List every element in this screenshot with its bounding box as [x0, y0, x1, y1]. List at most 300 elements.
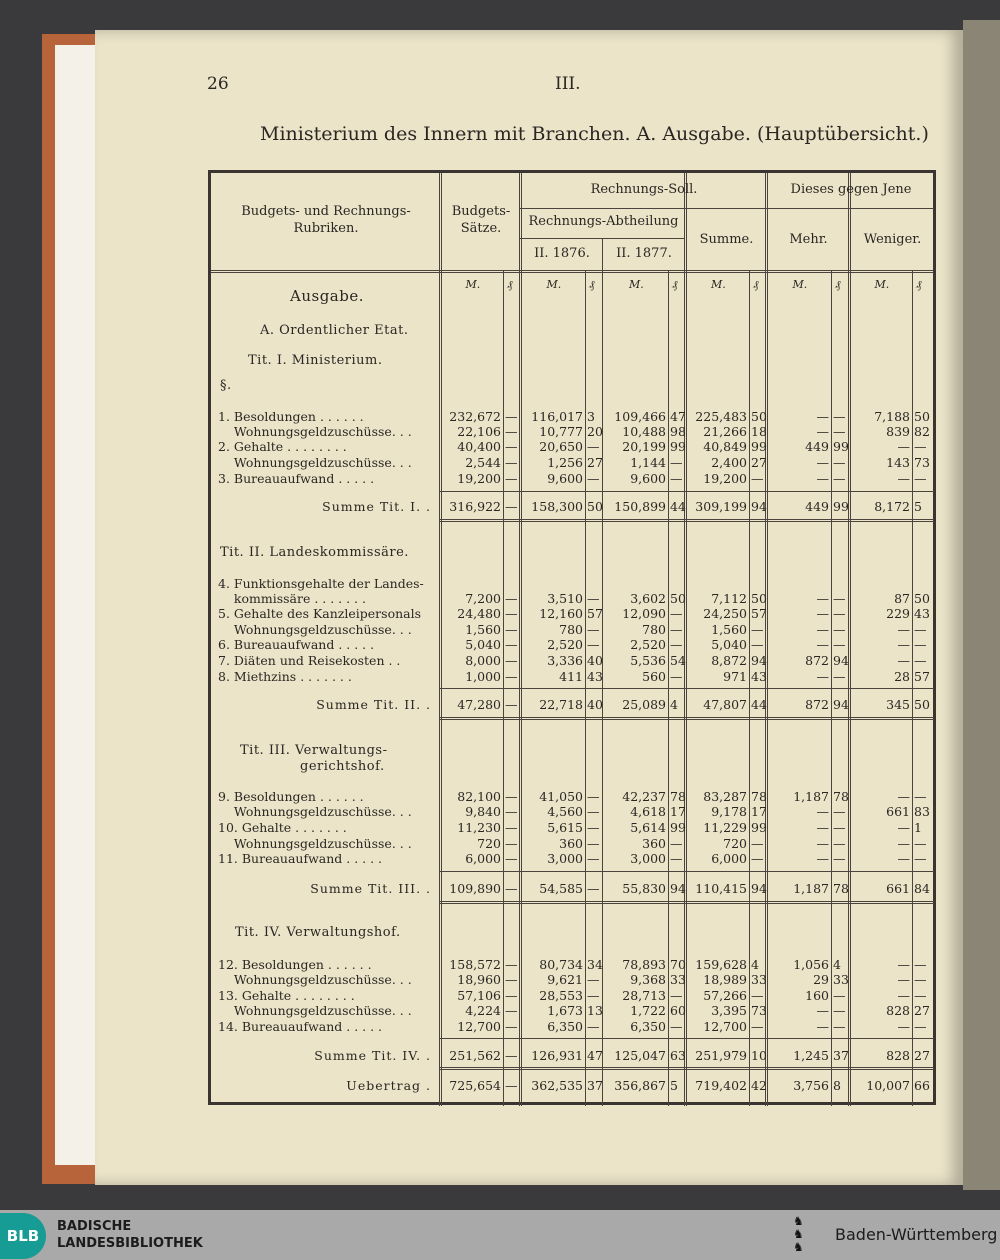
amount-mark: 116,017	[531, 409, 583, 424]
amount-mark: 3,000	[630, 851, 666, 866]
amount-mark: 19,200	[457, 471, 501, 486]
amount-mark: —	[897, 471, 910, 486]
amount-pf: —	[670, 851, 683, 866]
amount-mark: 2,520	[630, 637, 666, 652]
row-label: Wohnungsgeldzuschüsse. . .	[218, 836, 412, 851]
row-label: Wohnungsgeldzuschüsse. . .	[218, 804, 412, 819]
mark-unit-label: M.	[629, 278, 644, 291]
amount-pf: —	[833, 471, 846, 486]
row-label: 4. Funktionsgehalte der Landes-	[218, 576, 424, 591]
amount-pf: —	[833, 804, 846, 819]
amount-pf: —	[670, 836, 683, 851]
amount-pf: —	[914, 789, 927, 804]
amount-pf: —	[670, 988, 683, 1003]
amount-pf: —	[587, 881, 600, 896]
amount-mark: 360	[642, 836, 666, 851]
amount-mark: 362,535	[531, 1078, 583, 1093]
amount-pf: 4	[670, 697, 678, 712]
amount-mark: 345	[886, 697, 910, 712]
amount-mark: 7,112	[711, 591, 747, 606]
amount-pf: 60	[670, 1003, 686, 1018]
amount-mark: 5,536	[630, 653, 666, 668]
amount-pf: 37	[587, 1078, 603, 1093]
row-label: 11. Bureauaufwand . . . . .	[218, 851, 383, 866]
amount-pf: —	[670, 455, 683, 470]
amount-pf: 33	[751, 972, 767, 987]
amount-mark: 82,100	[457, 789, 501, 804]
row-label: kommissäre . . . . . . .	[218, 591, 366, 606]
amount-pf: —	[505, 789, 518, 804]
section-heading-etat: A. Ordentlicher Etat.	[260, 323, 409, 338]
amount-pf: —	[587, 972, 600, 987]
amount-mark: 40,400	[457, 439, 501, 454]
amount-mark: 54,585	[539, 881, 583, 896]
amount-pf: 99	[833, 499, 849, 514]
amount-pf: 40	[587, 653, 603, 668]
amount-pf: —	[587, 622, 600, 637]
amount-mark: —	[816, 591, 829, 606]
amount-mark: 80,734	[539, 957, 583, 972]
amount-pf: —	[505, 836, 518, 851]
amount-mark: 9,621	[547, 972, 583, 987]
amount-pf: —	[751, 851, 764, 866]
amount-pf: 17	[670, 804, 686, 819]
row-label: 5. Gehalte des Kanzleipersonals	[218, 606, 422, 621]
amount-pf: —	[505, 637, 518, 652]
amount-mark: 126,931	[531, 1048, 583, 1063]
amount-pf: 66	[914, 1078, 930, 1093]
amount-pf: 27	[751, 455, 767, 470]
row-label: Wohnungsgeldzuschüsse. . .	[218, 622, 412, 637]
amount-pf: 94	[751, 499, 767, 514]
amount-mark: 83,287	[703, 789, 747, 804]
amount-mark: 2,400	[711, 455, 747, 470]
amount-pf: —	[914, 851, 927, 866]
amount-mark: 9,368	[630, 972, 666, 987]
page-number: 26	[207, 74, 229, 94]
amount-mark: 5,040	[465, 637, 501, 652]
pfennig-unit-label: ₰	[589, 278, 595, 291]
sum-double-line	[440, 519, 934, 522]
amount-pf: —	[751, 1019, 764, 1034]
amount-mark: 57,266	[703, 988, 747, 1003]
header-1876: II. 1876.	[534, 246, 590, 261]
amount-mark: —	[897, 851, 910, 866]
amount-pf: —	[505, 820, 518, 835]
page-edges	[55, 45, 100, 1165]
header-rechnungs-soll: Rechnungs-Soll.	[590, 182, 698, 197]
amount-mark: 41,050	[539, 789, 583, 804]
amount-mark: 5,040	[711, 637, 747, 652]
library-name-line2: LANDESBIBLIOTHEK	[57, 1236, 203, 1251]
amount-pf: 50	[751, 409, 767, 424]
amount-pf: —	[751, 836, 764, 851]
amount-pf: —	[833, 820, 846, 835]
amount-mark: 1,144	[630, 455, 666, 470]
amount-mark: —	[816, 637, 829, 652]
amount-mark: 725,654	[449, 1078, 501, 1093]
amount-mark: 109,466	[614, 409, 666, 424]
amount-pf: —	[914, 439, 927, 454]
amount-mark: 661	[886, 881, 910, 896]
mark-unit-label: M.	[874, 278, 890, 291]
library-name[interactable]	[57, 1218, 203, 1252]
amount-mark: 719,402	[695, 1078, 747, 1093]
amount-pf: 84	[914, 881, 930, 896]
pfennig-unit-label: ₰	[507, 278, 513, 291]
amount-mark: 360	[559, 836, 583, 851]
amount-mark: 7,188	[874, 409, 910, 424]
section-heading-para: §.	[220, 378, 232, 393]
amount-pf: —	[587, 851, 600, 866]
amount-pf: —	[505, 653, 518, 668]
amount-pf: —	[505, 606, 518, 621]
amount-mark: 25,089	[622, 697, 666, 712]
amount-pf: —	[505, 957, 518, 972]
amount-pf: —	[833, 455, 846, 470]
amount-mark: 78,893	[622, 957, 666, 972]
amount-mark: —	[897, 622, 910, 637]
amount-mark: 5,615	[547, 820, 583, 835]
amount-pf: —	[505, 455, 518, 470]
row-label: Wohnungsgeldzuschüsse. . .	[218, 1003, 412, 1018]
amount-pf: —	[833, 1003, 846, 1018]
amount-mark: —	[816, 1003, 829, 1018]
sum-separator	[440, 688, 934, 689]
amount-mark: 560	[642, 669, 666, 684]
amount-pf: 42	[751, 1078, 767, 1093]
amount-mark: —	[897, 439, 910, 454]
amount-mark: 21,266	[703, 424, 747, 439]
amount-pf: —	[587, 820, 600, 835]
amount-mark: 12,700	[703, 1019, 747, 1034]
header-dieses-gegen-jene: Dieses gegen Jene	[790, 182, 912, 197]
amount-mark: 143	[886, 455, 910, 470]
amount-mark: —	[816, 669, 829, 684]
amount-pf: —	[587, 591, 600, 606]
amount-pf: —	[505, 591, 518, 606]
amount-mark: 8,172	[874, 499, 910, 514]
amount-pf: 37	[833, 1048, 849, 1063]
amount-mark: 22,106	[457, 424, 501, 439]
amount-pf: 50	[914, 697, 930, 712]
amount-mark: 87	[894, 591, 910, 606]
amount-pf: —	[505, 851, 518, 866]
amount-pf: 5	[670, 1078, 678, 1093]
row-label: Wohnungsgeldzuschüsse. . .	[218, 424, 412, 439]
amount-mark: 11,230	[457, 820, 501, 835]
amount-pf: 5	[914, 499, 922, 514]
header-line	[520, 238, 685, 239]
amount-mark: 839	[886, 424, 910, 439]
amount-pf: —	[833, 851, 846, 866]
amount-mark: 2,544	[465, 455, 501, 470]
amount-mark: 661	[886, 804, 910, 819]
mark-unit-label: M.	[711, 278, 726, 291]
sum-row-label: Summe Tit. II. .	[316, 697, 431, 712]
amount-pf: 94	[833, 653, 849, 668]
amount-pf: —	[670, 471, 683, 486]
amount-pf: 99	[833, 439, 849, 454]
amount-mark: —	[816, 606, 829, 621]
amount-mark: 6,000	[711, 851, 747, 866]
amount-mark: 8,872	[711, 653, 747, 668]
amount-pf: —	[505, 697, 518, 712]
sum-row-label: Uebertrag .	[346, 1078, 431, 1093]
amount-pf: —	[505, 409, 518, 424]
amount-mark: 1,560	[711, 622, 747, 637]
section-heading-ausgabe: Ausgabe.	[290, 287, 364, 305]
amount-mark: 28	[894, 669, 910, 684]
amount-mark: 449	[805, 439, 829, 454]
amount-mark: 9,600	[547, 471, 583, 486]
sum-separator	[440, 491, 934, 492]
row-label: 12. Besoldungen . . . . . .	[218, 957, 372, 972]
amount-pf: —	[833, 836, 846, 851]
amount-mark: 1,722	[630, 1003, 666, 1018]
amount-mark: 828	[886, 1003, 910, 1018]
amount-mark: —	[897, 637, 910, 652]
amount-mark: 4,618	[630, 804, 666, 819]
amount-pf: 98	[670, 424, 686, 439]
amount-pf: 27	[587, 455, 603, 470]
amount-mark: 780	[559, 622, 583, 637]
amount-mark: 1,245	[793, 1048, 829, 1063]
pfennig-unit-label: ₰	[916, 278, 922, 291]
amount-mark: —	[897, 789, 910, 804]
footer-bar	[0, 1210, 1000, 1260]
amount-pf: —	[751, 988, 764, 1003]
amount-mark: 229	[886, 606, 910, 621]
amount-mark: 3,336	[547, 653, 583, 668]
amount-mark: —	[816, 851, 829, 866]
amount-pf: —	[751, 622, 764, 637]
amount-pf: 82	[914, 424, 930, 439]
amount-pf: 43	[587, 669, 603, 684]
amount-pf: 50	[670, 591, 686, 606]
amount-pf: 4	[751, 957, 759, 972]
library-name-line1: BADISCHE	[57, 1219, 132, 1234]
amount-pf: 43	[751, 669, 767, 684]
amount-mark: 971	[723, 669, 747, 684]
amount-pf: —	[670, 669, 683, 684]
amount-pf: —	[670, 1019, 683, 1034]
amount-mark: 3,510	[547, 591, 583, 606]
amount-pf: —	[833, 1019, 846, 1034]
amount-pf: —	[833, 424, 846, 439]
amount-pf: 44	[751, 697, 767, 712]
amount-mark: —	[816, 424, 829, 439]
amount-mark: 109,890	[449, 881, 501, 896]
amount-pf: 4	[833, 957, 841, 972]
pfennig-unit-label: ₰	[753, 278, 759, 291]
amount-mark: 411	[559, 669, 583, 684]
amount-pf: —	[587, 1019, 600, 1034]
amount-mark: —	[816, 804, 829, 819]
amount-pf: 50	[587, 499, 603, 514]
amount-pf: 94	[833, 697, 849, 712]
amount-pf: —	[914, 836, 927, 851]
amount-mark: 2,520	[547, 637, 583, 652]
amount-pf: —	[505, 988, 518, 1003]
amount-mark: —	[816, 471, 829, 486]
amount-mark: 251,562	[449, 1048, 501, 1063]
row-label: 14. Bureauaufwand . . . . .	[218, 1019, 383, 1034]
row-label: Wohnungsgeldzuschüsse. . .	[218, 972, 412, 987]
amount-pf: —	[914, 972, 927, 987]
amount-mark: 872	[805, 697, 829, 712]
amount-mark: —	[816, 836, 829, 851]
amount-pf: 13	[587, 1003, 603, 1018]
amount-mark: 1,187	[793, 881, 829, 896]
amount-pf: 1	[914, 820, 922, 835]
amount-pf: —	[587, 637, 600, 652]
amount-pf: —	[505, 669, 518, 684]
amount-pf: —	[914, 471, 927, 486]
amount-pf: —	[833, 622, 846, 637]
amount-pf: 27	[914, 1003, 930, 1018]
row-label: 2. Gehalte . . . . . . . .	[218, 439, 347, 454]
amount-mark: 9,600	[630, 471, 666, 486]
amount-mark: 720	[723, 836, 747, 851]
mark-unit-label: M.	[792, 278, 808, 291]
header-mehr: Mehr.	[789, 232, 828, 247]
amount-mark: 20,650	[539, 439, 583, 454]
amount-mark: —	[816, 455, 829, 470]
pfennig-unit-label: ₰	[835, 278, 841, 291]
amount-pf: 18	[751, 424, 767, 439]
amount-mark: 3,000	[547, 851, 583, 866]
amount-mark: 232,672	[449, 409, 501, 424]
sum-double-line	[440, 901, 934, 904]
amount-pf: 83	[914, 804, 930, 819]
amount-pf: —	[670, 622, 683, 637]
amount-mark: 150,899	[614, 499, 666, 514]
budget-table	[208, 170, 936, 1105]
amount-mark: 29	[813, 972, 829, 987]
amount-mark: —	[897, 820, 910, 835]
amount-pf: 94	[751, 881, 767, 896]
page-title: Ministerium des Innern mit Branchen. A. Ausgabe. (Hauptübersicht.)	[260, 123, 929, 145]
amount-pf: 78	[751, 789, 767, 804]
mark-unit-label: M.	[546, 278, 562, 291]
amount-mark: 11,229	[703, 820, 747, 835]
amount-pf: 78	[833, 881, 849, 896]
amount-mark: 158,572	[449, 957, 501, 972]
amount-mark: —	[897, 988, 910, 1003]
amount-pf: —	[587, 804, 600, 819]
amount-mark: 40,849	[703, 439, 747, 454]
amount-pf: 47	[670, 409, 686, 424]
amount-mark: 159,628	[695, 957, 747, 972]
amount-pf: 47	[587, 1048, 603, 1063]
amount-pf: 57	[751, 606, 767, 621]
amount-mark: 1,187	[793, 789, 829, 804]
amount-pf: —	[914, 1019, 927, 1034]
amount-mark: 28,713	[622, 988, 666, 1003]
row-label: 3. Bureauaufwand . . . . .	[218, 471, 375, 486]
row-label: 1. Besoldungen . . . . . .	[218, 409, 364, 424]
amount-mark: 7,200	[465, 591, 501, 606]
blb-logo[interactable]: BLB	[0, 1213, 46, 1259]
amount-mark: 356,867	[614, 1078, 666, 1093]
header-abtheilung: Rechnungs-Abtheilung	[528, 214, 679, 229]
amount-mark: 12,700	[457, 1019, 501, 1034]
amount-mark: —	[816, 820, 829, 835]
amount-pf: 50	[751, 591, 767, 606]
amount-pf: 40	[587, 697, 603, 712]
pfennig-unit-label: ₰	[672, 278, 678, 291]
amount-pf: 63	[670, 1048, 686, 1063]
amount-mark: 24,480	[457, 606, 501, 621]
section-number: III.	[555, 74, 581, 94]
amount-pf: —	[587, 471, 600, 486]
amount-mark: —	[816, 622, 829, 637]
header-summe: Summe.	[699, 232, 754, 247]
amount-mark: 9,178	[711, 804, 747, 819]
amount-mark: 19,200	[703, 471, 747, 486]
sum-double-line	[440, 717, 934, 720]
header-line	[766, 208, 934, 209]
row-label: 8. Miethzins . . . . . . .	[218, 669, 352, 684]
amount-mark: 3,756	[793, 1078, 829, 1093]
amount-pf: 33	[833, 972, 849, 987]
amount-mark: 8,000	[465, 653, 501, 668]
amount-mark: 1,673	[547, 1003, 583, 1018]
row-label: 9. Besoldungen . . . . . .	[218, 789, 364, 804]
amount-pf: —	[670, 606, 683, 621]
amount-mark: —	[816, 1019, 829, 1034]
amount-pf: —	[505, 439, 518, 454]
amount-mark: 22,718	[539, 697, 583, 712]
amount-mark: 720	[477, 836, 501, 851]
section-heading-tit4: Tit. IV. Verwaltungshof.	[235, 925, 401, 940]
sum-double-line	[440, 1067, 934, 1070]
amount-mark: 125,047	[614, 1048, 666, 1063]
amount-mark: 9,840	[465, 804, 501, 819]
amount-mark: 24,250	[703, 606, 747, 621]
amount-mark: 110,415	[695, 881, 747, 896]
amount-pf: 70	[670, 957, 686, 972]
header-budget: Budgets-Sätze.	[451, 204, 511, 236]
amount-mark: 47,280	[457, 697, 501, 712]
header-rubriken: Budgets- und Rechnungs-Rubriken.	[241, 204, 411, 236]
amount-pf: 20	[587, 424, 603, 439]
amount-mark: 28,553	[539, 988, 583, 1003]
amount-mark: 160	[805, 988, 829, 1003]
amount-pf: —	[505, 424, 518, 439]
amount-pf: 73	[914, 455, 930, 470]
amount-pf: 50	[914, 409, 930, 424]
sum-separator	[440, 1038, 934, 1039]
mark-unit-label: M.	[465, 278, 481, 291]
amount-mark: 12,090	[622, 606, 666, 621]
amount-mark: 10,007	[866, 1078, 910, 1093]
amount-pf: —	[505, 881, 518, 896]
amount-mark: 57,106	[457, 988, 501, 1003]
amount-pf: 50	[914, 591, 930, 606]
amount-pf: 33	[670, 972, 686, 987]
amount-mark: 4,224	[465, 1003, 501, 1018]
amount-pf: —	[505, 1048, 518, 1063]
row-label: Wohnungsgeldzuschüsse. . .	[218, 455, 412, 470]
state-name[interactable]: Baden-Württemberg	[835, 1225, 998, 1244]
amount-mark: —	[897, 653, 910, 668]
amount-pf: 3	[587, 409, 595, 424]
amount-pf: 17	[751, 804, 767, 819]
amount-mark: 5,614	[630, 820, 666, 835]
section-heading-tit3a: Tit. III. Verwaltungs-	[240, 743, 388, 758]
